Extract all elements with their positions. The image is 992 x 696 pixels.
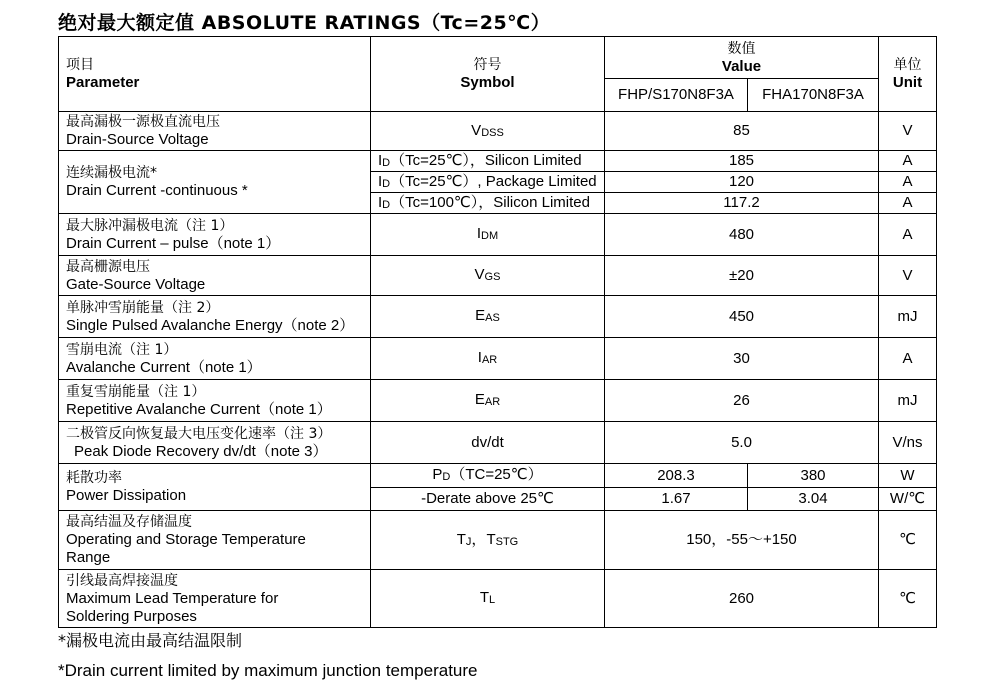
table-row: 单脉冲雪崩能量（注 2） Single Pulsed Avalanche Energy（note 2） $E_{AS}$ 450 mJ (59, 296, 937, 338)
table-row: -Derate above 25℃ 1.67 3.04 W/℃ (59, 488, 937, 511)
table-row: 最高栅源电压 Gate-Source Voltage $V_{GS}$ ±20 V (59, 256, 937, 296)
table-row: 连续漏极电流* Drain Current -continuous * $I_D(Tc=25℃)$，Silicon Limited 185 A (59, 151, 937, 172)
header-parameter: 项目 Parameter (59, 37, 371, 112)
table-row: 重复雪崩能量（注 1） Repetitive Avalanche Current（note 1） $E_{AR}$ 26 mJ (59, 380, 937, 422)
header-row (59, 37, 937, 79)
table-row: $I_D(Tc=100℃)$，Silicon Limited 117.2 A (59, 193, 937, 214)
header-value-col2: FHA170N8F3A (748, 79, 879, 112)
header-unit: 单位 Unit (879, 37, 937, 112)
footnotes (58, 630, 478, 682)
header-value: 数值 Value (605, 37, 879, 79)
table-row: 最高结温及存储温度 Operating and Storage Temperature Range $T_J$，$T_{STG}$ 150，-55～+150 ℃ (59, 511, 937, 570)
table-row: 最高漏极一源极直流电压 Drain-Source Voltage $V_{DSS}$ 85 V (59, 112, 937, 151)
header-value-col1: FHP/S170N8F3A (605, 79, 748, 112)
table-row: 最大脉冲漏极电流（注 1） Drain Current – pulse（note 1） $I_{DM}$ 480 A (59, 214, 937, 256)
table-row: 二极管反向恢复最大电压变化速率（注 3） Peak Diode Recovery dv/dt（note 3） dv/dt 5.0 V/ns (59, 422, 937, 464)
table-row: $I_D(Tc=25℃)$, Package Limited 120 A (59, 172, 937, 193)
footnote-zh: *漏极电流由最高结温限制 (58, 631, 243, 650)
section-title: 绝对最大额定值 ABSOLUTE RATINGS（Tc=25℃） (58, 12, 551, 34)
footnote-en: *Drain current limited by maximum junction temperature (58, 661, 478, 680)
table-row: 雪崩电流（注 1） Avalanche Current（note 1） $I_{AR}$ 30 A (59, 338, 937, 380)
table-row: 耗散功率 Power Dissipation $P_D(TC=25℃)$ 208.3 380 W (59, 464, 937, 488)
table-row: 引线最高焊接温度 Maximum Lead Temperature for Soldering Purposes $T_L$ 260 ℃ (59, 570, 937, 628)
absolute-ratings-table (58, 36, 937, 628)
header-symbol: 符号 Symbol (371, 37, 605, 112)
